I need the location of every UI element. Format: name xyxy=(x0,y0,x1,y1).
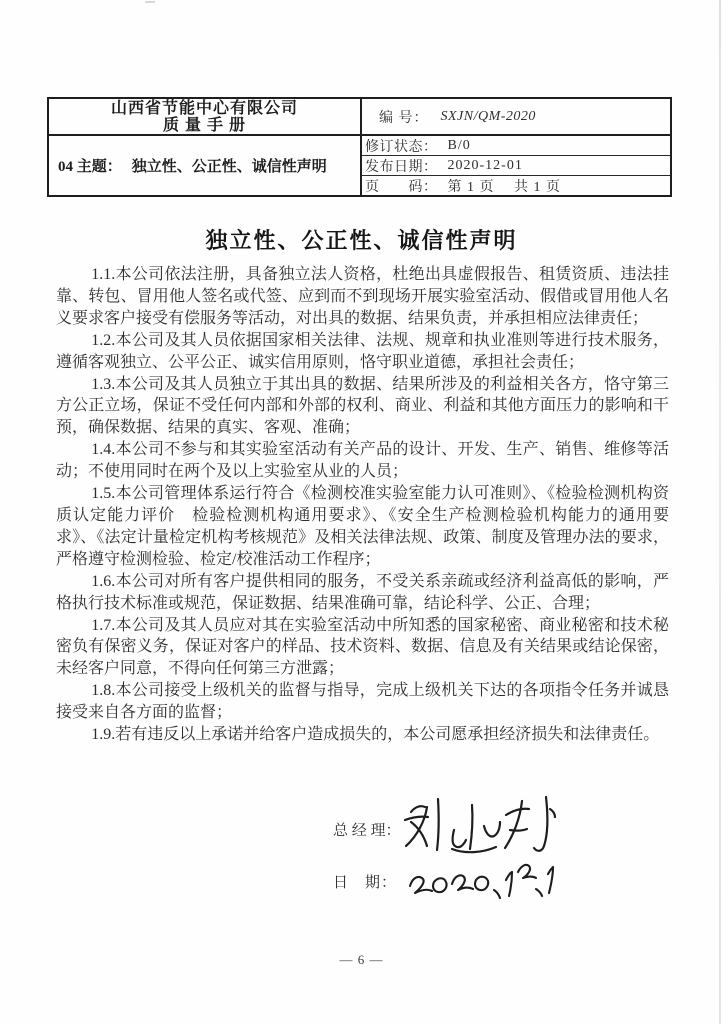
manual-title: 质 量 手 册 xyxy=(162,116,246,134)
paragraph-1-3: 1.3.本公司及其人员独立于其出具的数据、结果所涉及的利益相关各方，恪守第三方公正立场，保证不受任何内部和外部的权利、商业、利益和其他方面压力的影响和干预，确保数据、结果的真实、客观、准确； xyxy=(56,375,669,437)
header-table-left-column xyxy=(49,99,362,195)
topic-cell xyxy=(49,136,360,195)
paragraph-1-4: 1.4.本公司不参与和其实验室活动有关产品的设计、开发、生产、销售、维修等活动；不使用同时在两个及以上实验室从业的人员； xyxy=(56,441,669,481)
page-number-value: 第 1 页 共 1 页 xyxy=(447,179,561,195)
issue-date-label: 发布日期： xyxy=(365,159,438,175)
revision-status-label: 修订状态： xyxy=(365,139,438,155)
doc-number-label: 编 号： xyxy=(379,110,429,126)
paragraph-1-1: 1.1.本公司依法注册，具备独立法人资格，杜绝出具虚假报告、租赁资质、违法挂靠、转包、冒用他人签名或代签、应到而不到现场开展实验室活动、假借或冒用他人名义要求客户接受有偿服务等活动，对出具的数据、结果负责，并承担相应法律责任； xyxy=(56,266,669,327)
topic-label: 04 主题： xyxy=(58,159,122,175)
scan-speck xyxy=(142,1,155,7)
footer-page-number: — 6 — xyxy=(339,952,384,967)
scan-edge-artifact xyxy=(719,0,721,1024)
company-name: 山西省节能中心有限公司 xyxy=(110,99,298,117)
paragraph-1-6: 1.6.本公司对所有客户提供相同的服务，不受关系亲疏或经济利益高低的影响，严格执行技术标准或规范，保证数据、结果准确可靠，结论科学、公正、合理； xyxy=(56,572,669,612)
header-table-right-column xyxy=(362,99,670,195)
revision-status-row xyxy=(362,136,670,156)
paragraph-1-8: 1.8.本公司接受上级机关的监督与指导，完成上级机关下达的各项指令任务并诚恳接受来自各方面的监督； xyxy=(56,682,669,722)
document-title: 独立性、公正性、诚信性声明 xyxy=(205,228,518,253)
issue-date-value: 2020-12-01 xyxy=(447,157,523,173)
page-number-row xyxy=(362,176,670,195)
doc-number-cell xyxy=(362,99,670,136)
paragraph-1-7: 1.7.本公司及其人员应对其在实验室活动中所知悉的国家秘密、商业秘密和技术秘密负有保密义务，保证对客户的样品、技术资料、数据、信息及有关结果或结论保密，未经客户同意，不得向任何第三方泄露； xyxy=(56,616,669,678)
paragraph-1-5: 1.5.本公司管理体系运行符合《检测校准实验室能力认可准则》、《检验检测机构资质认定能力评价 检验检测机构通用要求》、《安全生产检测检验机构能力的通用要求》、《法定计量检定机构考核规范》及相关法律法规、政策、制度及管理办法的要求，严格遵守检测检验、检定/校准活动工作程序； xyxy=(56,485,669,568)
page-number-label: 页 码： xyxy=(365,179,438,195)
general-manager-label: 总 经 理： xyxy=(333,823,401,839)
revision-status-value: B/0 xyxy=(447,137,471,153)
header-table xyxy=(47,97,672,197)
date-label: 日 期： xyxy=(333,875,396,891)
declaration-body xyxy=(56,264,669,746)
date-handwriting xyxy=(398,849,560,907)
issue-date-row xyxy=(362,156,670,176)
paragraph-1-9: 1.9.若有违反以上承诺并给客户造成损失的，本公司愿承担经济损失和法律责任。 xyxy=(91,726,660,744)
company-title-cell xyxy=(49,99,360,136)
topic-value: 独立性、公正性、诚信性声明 xyxy=(131,159,327,175)
doc-number-value: SXJN/QM-2020 xyxy=(440,108,536,124)
paragraph-1-2: 1.2.本公司及其人员依据国家相关法律、法规、规章和执业准则等进行技术服务，遵循客观独立、公平公正、诚实信用原则，恪守职业道德，承担社会责任； xyxy=(56,331,669,371)
